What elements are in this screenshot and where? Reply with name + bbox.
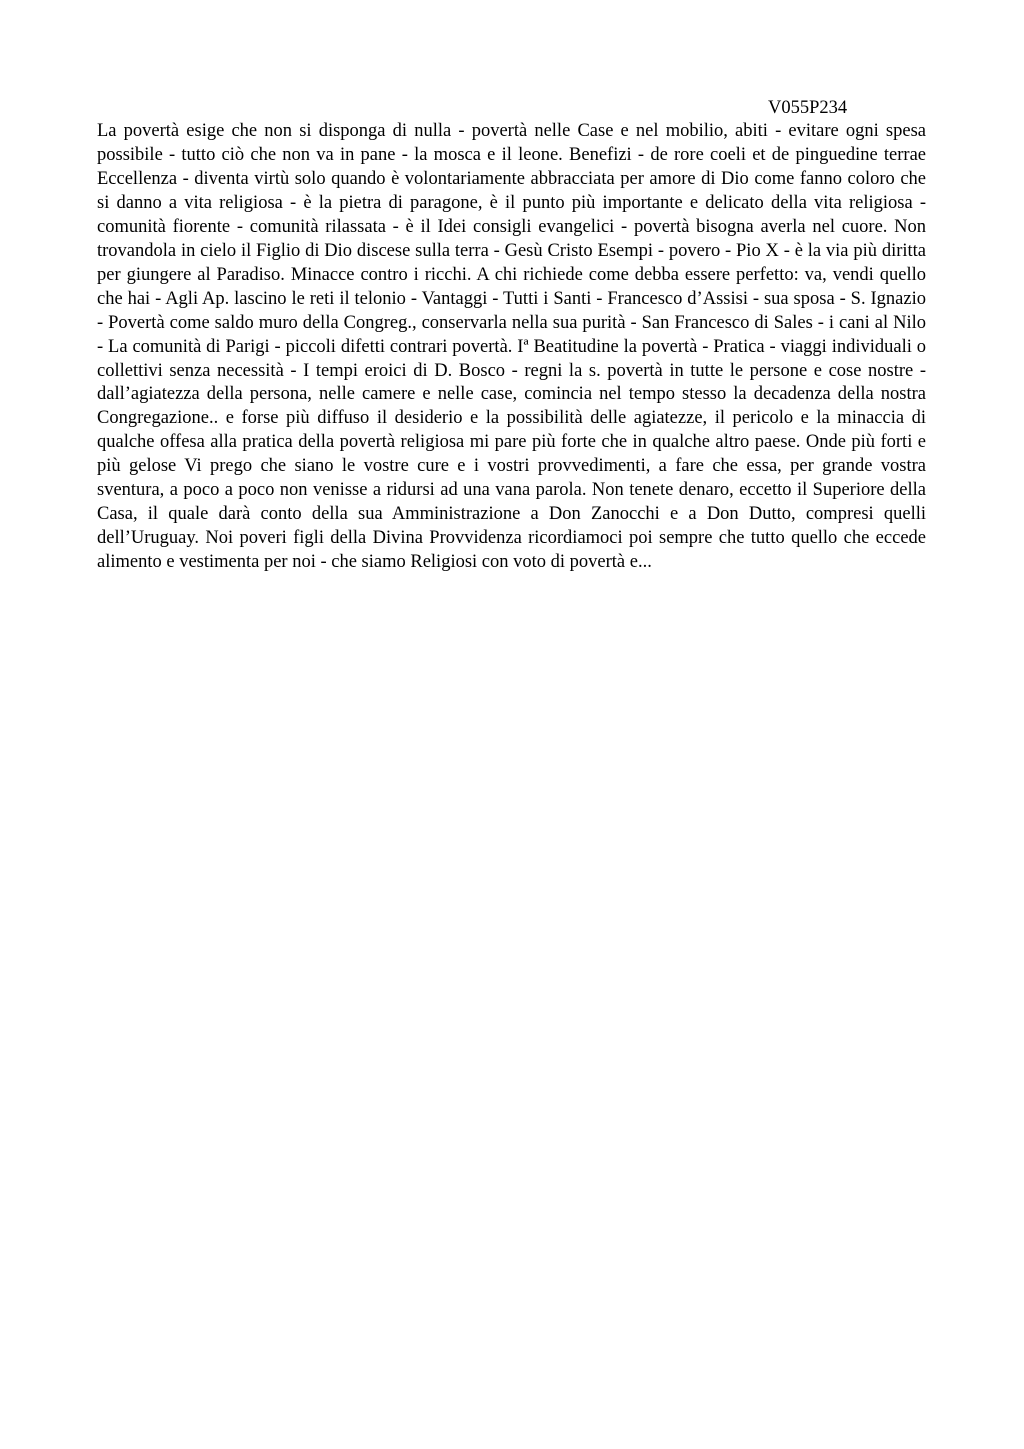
body-paragraph: La povertà esige che non si disponga di nulla - povertà nelle Case e nel mobilio, abiti - evitare ogni spesa possibile - tutto ciò che non va in pane - la mosca e il leone. Benefizi - de rore coeli et de pinguedine terrae Eccellenza - diventa virtù solo quando è volontariamente abbracciata per amore di Dio come fanno coloro che si danno a vita religiosa - è la pietra di paragone, è il punto più importante e delicato della vita religiosa - comunità fiorente - comunità rilassata - è il Idei consigli evangelici - povertà bisogna averla nel cuore. Non trovandola in cielo il Figlio di Dio discese sulla terra - Gesù Cristo Esempi - povero - Pio X - è la via più diritta per giungere al Paradiso. Minacce contro i ricchi. A chi richiede come debba essere perfetto: va, vendi quello che hai - Agli Ap. lascino le reti il telonio - Vantaggi - Tutti i Santi - Francesco d’Assisi - sua sposa - S. Ignazio - Povertà come saldo muro della Congreg., conservarla nella sua purità - San Francesco di Sales - i cani al Nilo - La comunità di Parigi - piccoli difetti contrari povertà. Iª Beatitudine la povertà - Pratica - viaggi individuali o collettivi senza necessità - I tempi eroici di D. Bosco - regni la s. povertà in tutte le persone e cose nostre - dall’agiatezza della persona, nelle camere e nelle case, comincia nel tempo stesso la decadenza della nostra Congregazione.. e forse più diffuso il desiderio e la possibilità delle agiatezze, il pericolo e la minaccia di qualche offesa alla pratica della povertà religiosa mi pare più forte che in qualche altro paese. Onde più forti e più gelose Vi prego che siano le vostre cure e i vostri provvedimenti, a fare che essa, per grande vostra sventura, a poco a poco non venisse a ridursi ad una vana parola. Non tenete denaro, eccetto il Superiore della Casa, il quale darà conto della sua Amministrazione a Don Zanocchi e a Don Dutto, compresi quelli dell’Uruguay. Noi poveri figli della Divina Provvidenza ricordiamoci poi sempre che tutto quello che eccede alimento e vestimenta per noi - che siamo Religiosi con voto di povertà e... bbox=[97, 121, 926, 573]
page-identifier: V055P234 bbox=[768, 98, 848, 118]
